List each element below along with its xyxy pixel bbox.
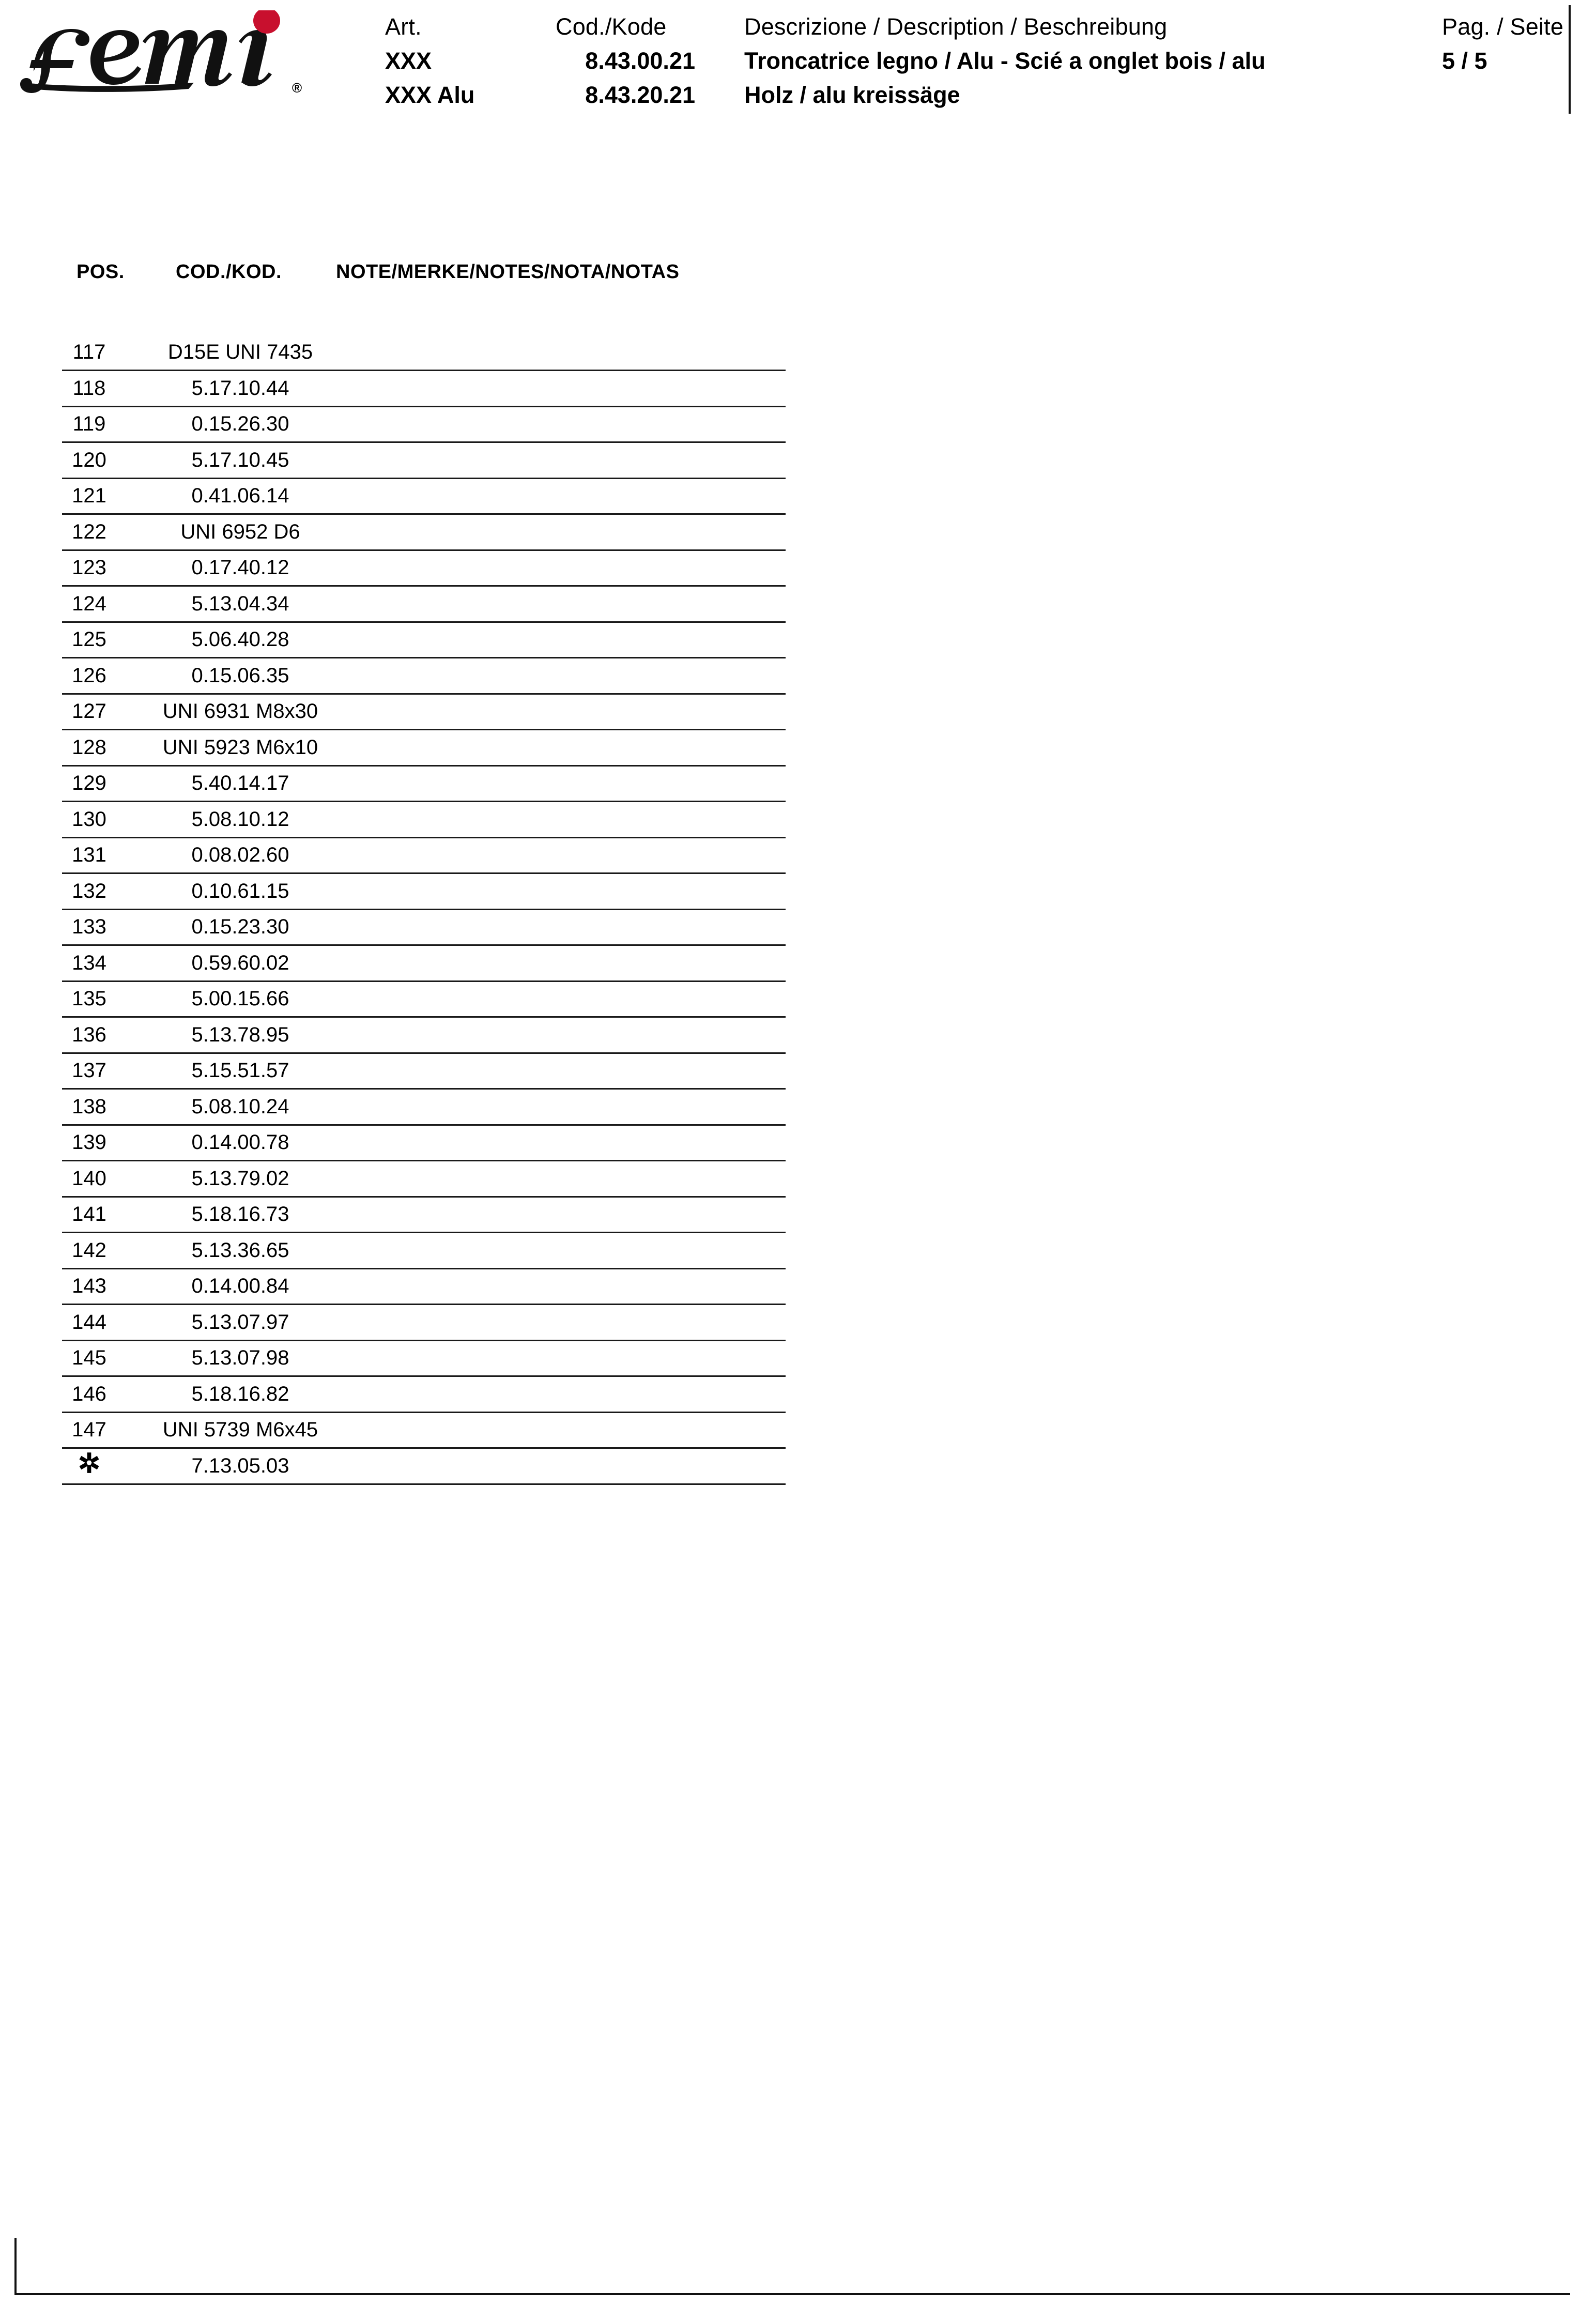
cell-pos: 131 xyxy=(72,844,106,866)
cell-pos: 139 xyxy=(72,1131,106,1154)
page-frame-left-corner xyxy=(14,2238,17,2295)
row-divider xyxy=(62,944,786,946)
description-line-2: Holz / alu kreissäge xyxy=(744,82,960,108)
row-divider xyxy=(62,370,786,371)
cell-cod: 5.13.79.02 xyxy=(191,1167,289,1190)
cell-cod: 5.18.16.82 xyxy=(191,1382,289,1405)
table-row xyxy=(0,734,806,770)
row-divider xyxy=(62,1412,786,1413)
cell-pos: 147 xyxy=(72,1418,106,1441)
cell-pos: 130 xyxy=(72,807,106,831)
cell-cod: 5.40.14.17 xyxy=(191,772,289,794)
cell-cod: 5.00.15.66 xyxy=(191,987,289,1010)
row-divider xyxy=(62,1304,786,1305)
row-divider xyxy=(62,1196,786,1198)
row-divider xyxy=(62,729,786,730)
cell-pos: 136 xyxy=(72,1023,106,1046)
cell-cod: UNI 6952 D6 xyxy=(180,520,300,543)
row-divider xyxy=(62,621,786,623)
row-divider xyxy=(62,980,786,982)
row-divider xyxy=(62,657,786,658)
table-row xyxy=(0,878,806,914)
row-divider xyxy=(62,585,786,587)
cell-pos: 129 xyxy=(72,772,106,794)
table-row xyxy=(0,1416,806,1452)
cell-pos: 145 xyxy=(72,1346,106,1369)
table-row xyxy=(0,518,806,555)
cell-cod: 0.15.26.30 xyxy=(191,412,289,435)
cell-pos: 133 xyxy=(72,915,106,938)
table-row xyxy=(0,1309,806,1345)
header-article-column xyxy=(385,13,474,109)
table-row xyxy=(0,339,806,375)
femi-logo xyxy=(18,10,308,96)
table-row xyxy=(0,1129,806,1165)
cell-pos: ✲ xyxy=(78,1448,101,1479)
cell-pos: 128 xyxy=(72,735,106,759)
row-divider xyxy=(62,1160,786,1161)
table-row xyxy=(0,770,806,806)
row-divider xyxy=(62,513,786,515)
cell-pos: 134 xyxy=(72,951,106,974)
cell-pos: 132 xyxy=(72,879,106,902)
table-row xyxy=(0,698,806,734)
article-label: Art. xyxy=(385,13,422,40)
cell-pos: 125 xyxy=(72,628,106,651)
cell-cod: 7.13.05.03 xyxy=(191,1454,289,1477)
table-row xyxy=(0,482,806,518)
header-code-column xyxy=(556,13,695,109)
column-title-pos: POS. xyxy=(76,261,125,283)
cell-pos: 122 xyxy=(72,520,106,543)
page-label: Pag. / Seite xyxy=(1442,13,1564,40)
table-row xyxy=(0,590,806,626)
row-divider xyxy=(62,872,786,874)
row-divider xyxy=(62,693,786,695)
cell-cod: 5.13.07.98 xyxy=(191,1346,289,1369)
description-label: Descrizione / Description / Beschreibung xyxy=(744,13,1168,40)
document-header xyxy=(0,0,1596,155)
cell-cod: 0.15.23.30 xyxy=(191,915,289,938)
cell-cod: 5.13.36.65 xyxy=(191,1238,289,1262)
cell-pos: 123 xyxy=(72,556,106,579)
row-divider xyxy=(62,1375,786,1377)
table-row xyxy=(0,410,806,447)
cell-cod: 0.14.00.78 xyxy=(191,1131,289,1154)
header-page-column xyxy=(1442,13,1563,74)
cell-cod: 5.08.10.12 xyxy=(191,807,289,831)
table-row xyxy=(0,626,806,662)
row-divider xyxy=(62,1447,786,1449)
row-divider xyxy=(62,441,786,443)
code-value-2: 8.43.20.21 xyxy=(585,82,695,108)
cell-cod: 5.13.04.34 xyxy=(191,592,289,615)
row-divider xyxy=(62,1340,786,1341)
cell-cod: 0.08.02.60 xyxy=(191,844,289,866)
cell-pos: 118 xyxy=(72,376,106,400)
table-row xyxy=(0,1381,806,1417)
table-row xyxy=(0,1165,806,1201)
cell-cod: UNI 5739 M6x45 xyxy=(162,1418,318,1441)
row-divider xyxy=(62,549,786,551)
table-row xyxy=(0,1273,806,1309)
table-row xyxy=(0,1237,806,1273)
code-value-1: 8.43.00.21 xyxy=(585,48,695,74)
cell-cod: 5.18.16.73 xyxy=(191,1203,289,1225)
cell-cod: 5.13.78.95 xyxy=(191,1023,289,1046)
table-row xyxy=(0,1201,806,1237)
row-divider xyxy=(62,1268,786,1269)
cell-pos: 144 xyxy=(72,1310,106,1334)
cell-pos: 126 xyxy=(72,664,106,687)
table-row xyxy=(0,913,806,949)
table-row xyxy=(0,806,806,842)
row-divider xyxy=(62,837,786,838)
cell-pos: 120 xyxy=(72,448,106,471)
row-divider xyxy=(62,1124,786,1126)
cell-pos: 127 xyxy=(72,700,106,723)
row-divider xyxy=(62,406,786,407)
cell-cod: UNI 6931 M8x30 xyxy=(162,700,318,723)
parts-table xyxy=(0,339,806,1488)
cell-pos: 146 xyxy=(72,1382,106,1405)
cell-cod: 5.15.51.57 xyxy=(191,1059,289,1082)
cell-cod: 5.17.10.44 xyxy=(191,376,289,400)
table-row xyxy=(0,662,806,698)
cell-pos: 137 xyxy=(72,1059,106,1082)
column-title-cod: COD./KOD. xyxy=(176,261,282,283)
page-value: 5 / 5 xyxy=(1442,48,1487,74)
cell-cod: 5.08.10.24 xyxy=(191,1095,289,1118)
table-row xyxy=(0,1057,806,1093)
cell-pos: 119 xyxy=(72,412,106,435)
table-row xyxy=(0,375,806,411)
cell-pos: 143 xyxy=(72,1275,106,1297)
cell-pos: 117 xyxy=(72,341,106,363)
registered-mark: ® xyxy=(292,80,302,96)
article-value-2: XXX Alu xyxy=(385,82,475,108)
row-divider xyxy=(62,478,786,479)
code-label: Cod./Kode xyxy=(556,13,667,40)
cell-cod: 5.06.40.28 xyxy=(191,628,289,651)
table-row xyxy=(0,1093,806,1129)
row-divider xyxy=(62,1232,786,1233)
cell-pos: 140 xyxy=(72,1167,106,1190)
table-row xyxy=(0,1344,806,1381)
table-row xyxy=(0,985,806,1021)
cell-cod: 5.17.10.45 xyxy=(191,448,289,471)
cell-cod: 5.13.07.97 xyxy=(191,1310,289,1334)
table-row xyxy=(0,949,806,986)
table-row xyxy=(0,554,806,590)
cell-pos: 142 xyxy=(72,1238,106,1262)
column-title-note: NOTE/MERKE/NOTES/NOTA/NOTAS xyxy=(336,261,680,283)
cell-cod: 0.41.06.14 xyxy=(191,484,289,507)
row-divider xyxy=(62,1052,786,1054)
cell-pos: 138 xyxy=(72,1095,106,1118)
row-divider xyxy=(62,909,786,910)
cell-cod: 0.15.06.35 xyxy=(191,664,289,687)
row-divider xyxy=(62,1016,786,1018)
table-row xyxy=(0,841,806,878)
table-column-titles xyxy=(0,261,1596,287)
cell-cod: D15E UNI 7435 xyxy=(167,341,313,363)
table-row xyxy=(0,1448,806,1489)
cell-cod: 0.10.61.15 xyxy=(191,879,289,902)
row-divider xyxy=(62,1088,786,1090)
cell-cod: 0.59.60.02 xyxy=(191,951,289,974)
cell-pos: 124 xyxy=(72,592,106,615)
cell-pos: 141 xyxy=(72,1203,106,1225)
row-divider xyxy=(62,801,786,802)
table-row xyxy=(0,447,806,483)
row-divider xyxy=(62,1483,786,1485)
cell-cod: UNI 5923 M6x10 xyxy=(162,735,318,759)
cell-pos: 121 xyxy=(72,484,106,507)
header-description-column xyxy=(744,13,1266,109)
cell-cod: 0.17.40.12 xyxy=(191,556,289,579)
cell-cod: 0.14.00.84 xyxy=(191,1275,289,1297)
cell-pos: 135 xyxy=(72,987,106,1010)
row-divider xyxy=(62,765,786,767)
description-line-1: Troncatrice legno / Alu - Scié a onglet bois / alu xyxy=(744,48,1266,74)
article-value-1: XXX xyxy=(385,48,432,74)
table-row xyxy=(0,1021,806,1057)
page-frame-bottom-line xyxy=(14,2293,1570,2295)
